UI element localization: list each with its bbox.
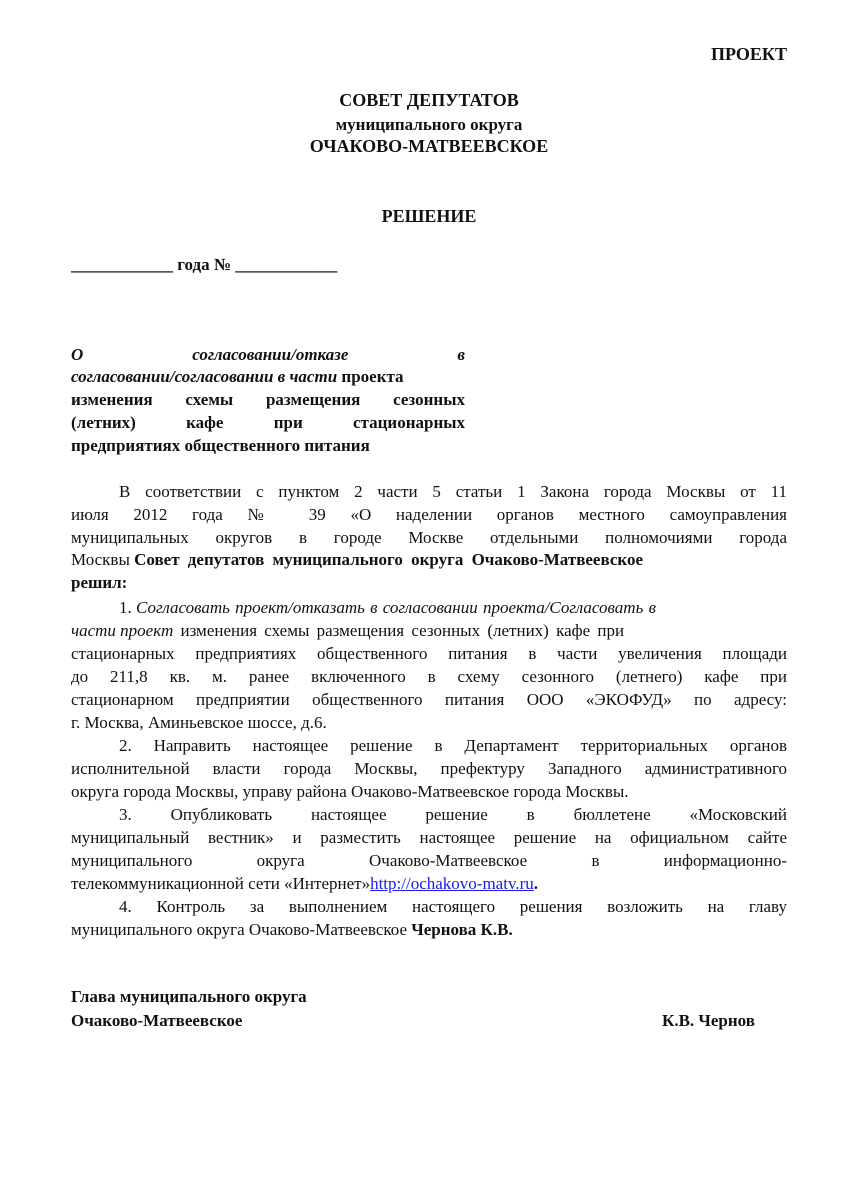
subject-line-5: предприятиях общественного питания — [71, 436, 370, 455]
intro-line-2: июля 2012 года № 39 «О наделении органов местного самоуправления — [71, 505, 787, 524]
p3-line-2: муниципальный вестник» и разместить настоящее решение на официальном сайте — [71, 828, 787, 847]
date-number-line — [71, 255, 337, 275]
project-label: ПРОЕКТ — [711, 44, 787, 64]
p2-line-3: округа города Москвы, управу района Очаково-Матвеевское города Москвы. — [71, 782, 629, 801]
district-line: муниципального округа — [335, 115, 523, 134]
website-link[interactable]: http://ochakovo-matv.ru — [370, 874, 534, 893]
p1-line-5: стационарном предприятии общественного питания ООО «ЭКОФУД» по адресу: — [71, 690, 787, 709]
doc-type-title: РЕШЕНИЕ — [381, 206, 477, 226]
p3-line-3: муниципального округа Очаково-Матвеевское в информационно- — [71, 851, 787, 870]
subject-line-3: изменения схемы размещения сезонных — [71, 390, 465, 409]
subject-line-1: О согласовании/отказе в — [71, 345, 465, 364]
p3-line-1: 3. Опубликовать настоящее решение в бюллетене «Московский — [119, 805, 787, 824]
p1-line-1: 1. Согласовать проект/отказать в согласовании проекта/Согласовать в — [119, 598, 656, 617]
subject-line-2: согласовании/согласовании в части проекта — [71, 367, 404, 386]
intro-line-4: Москвы Совет депутатов муниципального округа Очаково-Матвеевское — [71, 550, 644, 569]
p1-line-2: части проект изменения схемы размещения сезонных (летних) кафе при — [71, 621, 625, 640]
date-blank: ____________ — [71, 255, 173, 274]
intro-line-3: муниципальных округов в городе Москве отдельными полномочиями города — [71, 528, 787, 547]
number-blank: ____________ — [235, 255, 338, 274]
p1-line-4: до 211,8 кв. м. ранее включенного в схему сезонного (летнего) кафе при — [71, 667, 787, 686]
p3-line-4: телекоммуникационной сети «Интернет»http://ochakovo-matv.ru. — [71, 874, 538, 893]
signature-title-line-1: Глава муниципального округа — [71, 987, 307, 1006]
council-title: СОВЕТ ДЕПУТАТОВ — [339, 90, 519, 110]
p4-line-2: муниципального округа Очаково-Матвеевское Чернова К.В. — [71, 920, 513, 939]
p2-line-1: 2. Направить настоящее решение в Департамент территориальных органов — [119, 736, 787, 755]
intro-line-5: решил: — [71, 573, 128, 592]
date-number-label: года № — [177, 255, 231, 274]
signature-title-line-2: Очаково-Матвеевское — [71, 1011, 243, 1030]
p1-line-6: г. Москва, Аминьевское шоссе, д.6. — [71, 713, 327, 732]
signature-name: К.В. Чернов — [662, 1011, 755, 1030]
district-name: ОЧАКОВО-МАТВЕЕВСКОЕ — [309, 136, 549, 156]
p1-line-3: стационарных предприятиях общественного питания в части увеличения площади — [71, 644, 787, 663]
p4-line-1: 4. Контроль за выполнением настоящего решения возложить на главу — [119, 897, 787, 916]
p2-line-2: исполнительной власти города Москвы, префектуру Западного административного — [71, 759, 787, 778]
subject-line-4: (летних) кафе при стационарных — [71, 413, 466, 432]
intro-line-1: В соответствии с пунктом 2 части 5 статьи 1 Закона города Москвы от 11 — [119, 482, 787, 501]
